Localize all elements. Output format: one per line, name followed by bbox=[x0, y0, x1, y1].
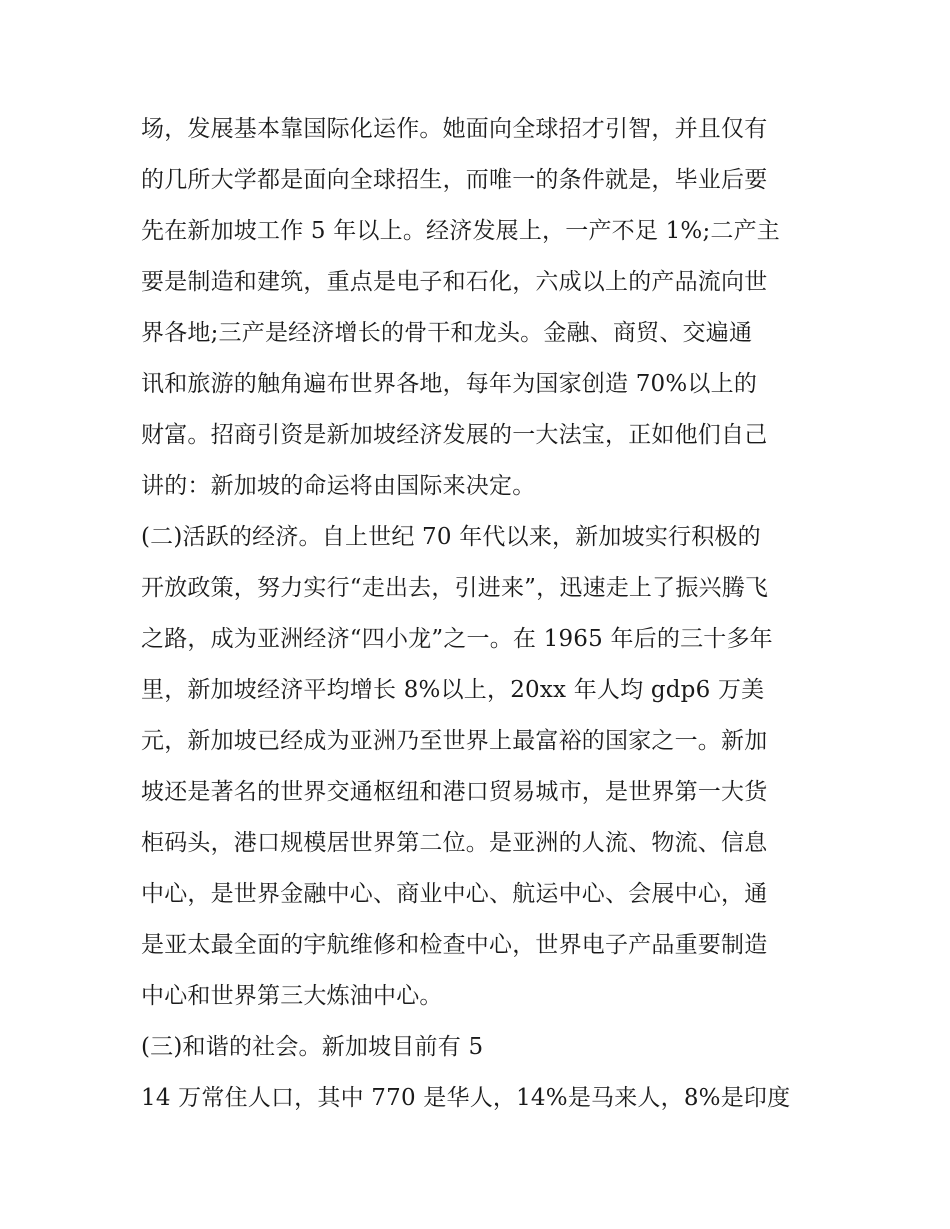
text-line: 元，新加坡已经成为亚洲乃至世界上最富裕的国家之一。新加 bbox=[141, 728, 768, 754]
text-line: 坡还是著名的世界交通枢纽和港口贸易城市，是世界第一大货 bbox=[141, 779, 768, 805]
text-line: 柜码头，港口规模居世界第二位。是亚洲的人流、物流、信息 bbox=[141, 830, 768, 856]
text-line: 先在新加坡工作 5 年以上。经济发展上，一产不足 1%;二产主 bbox=[141, 218, 781, 244]
section-heading-line: (三)和谐的社会。新加坡目前有 5 bbox=[141, 1034, 484, 1060]
text-line: 的几所大学都是面向全球招生，而唯一的条件就是，毕业后要 bbox=[141, 167, 768, 193]
section-heading-line: (二)活跃的经济。自上世纪 70 年代以来，新加坡实行积极的 bbox=[141, 524, 761, 550]
text-line: 要是制造和建筑，重点是电子和石化，六成以上的产品流向世 bbox=[141, 269, 768, 295]
text-line: 14 万常住人口，其中 770 是华人，14%是马来人，8%是印度 bbox=[141, 1085, 791, 1111]
text-line: 是亚太最全面的宇航维修和检查中心，世界电子产品重要制造 bbox=[141, 932, 768, 958]
text-line: 开放政策，努力实行“走出去，引进来”，迅速走上了振兴腾飞 bbox=[141, 575, 769, 601]
text-line: 之路，成为亚洲经济“四小龙”之一。在 1965 年后的三十多年 bbox=[141, 626, 773, 652]
text-line: 里，新加坡经济平均增长 8%以上，20xx 年人均 gdp6 万美 bbox=[141, 677, 765, 703]
text-line: 场，发展基本靠国际化运作。她面向全球招才引智，并且仅有 bbox=[141, 116, 768, 142]
text-line: 讲的：新加坡的命运将由国际来决定。 bbox=[141, 473, 536, 499]
body-text bbox=[141, 104, 821, 1124]
text-line: 界各地;三产是经济增长的骨干和龙头。金融、商贸、交遍通 bbox=[141, 320, 753, 346]
text-line: 讯和旅游的触角遍布世界各地，每年为国家创造 70%以上的 bbox=[141, 371, 758, 397]
text-line: 中心和世界第三大炼油中心。 bbox=[141, 983, 443, 1009]
text-line: 财富。招商引资是新加坡经济发展的一大法宝，正如他们自己 bbox=[141, 422, 768, 448]
text-line: 中心，是世界金融中心、商业中心、航运中心、会展中心，通 bbox=[141, 881, 768, 907]
